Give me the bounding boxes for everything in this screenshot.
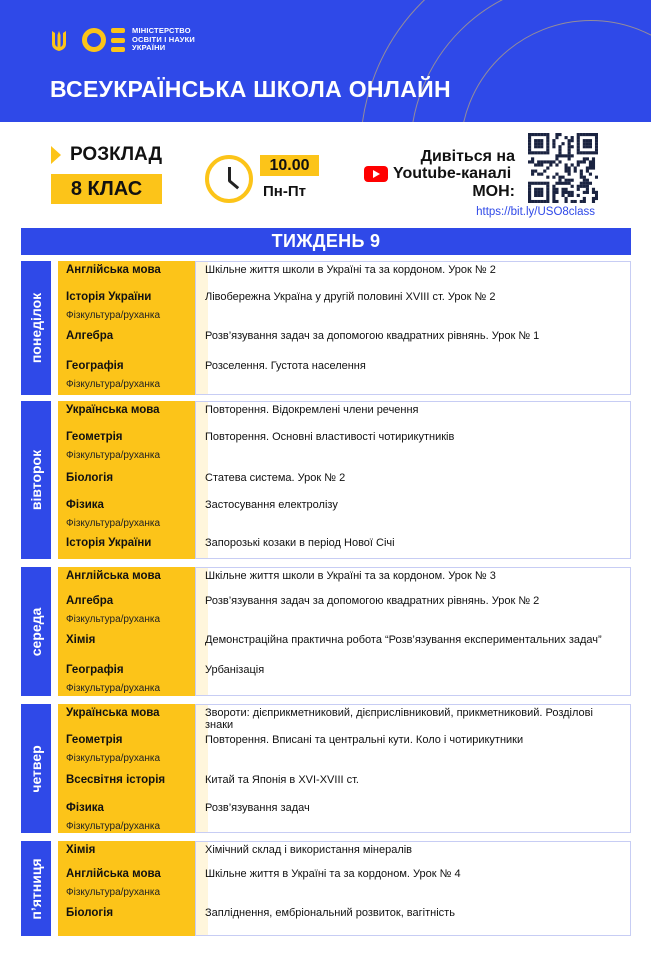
channel-link[interactable]: https://bit.ly/USO8class: [476, 206, 595, 218]
subject-name: Біологія: [66, 907, 114, 919]
page-title: ВСЕУКРАЇНСЬКА ШКОЛА ОНЛАЙН: [50, 76, 451, 102]
subject-name: Фізика: [66, 499, 104, 511]
day-tab: [21, 261, 51, 395]
arrow-icon: [51, 146, 61, 164]
subject-name: Геометрія: [66, 734, 123, 746]
subject-extra: Фізкультура/руханка: [66, 821, 160, 832]
lesson-topic: Шкільне життя школи в Україні та за кордоном. Урок № 2: [205, 264, 496, 276]
mon-logo-icon: [82, 27, 125, 53]
header-banner: [0, 0, 651, 122]
day-name: четвер: [28, 744, 44, 793]
subject-name: Хімія: [66, 844, 96, 856]
ministry-name: МІНІСТЕРСТВО ОСВІТИ І НАУКИ УКРАЇНИ: [132, 26, 195, 52]
day-name: вівторок: [28, 449, 44, 511]
subject-name: Українська мова: [66, 707, 160, 719]
qr-code-icon[interactable]: [528, 133, 598, 203]
lesson-topic: Розв’язування задач за допомогою квадратних рівнянь. Урок № 2: [205, 595, 540, 607]
days-label: Пн-Пт: [263, 183, 306, 200]
lesson-topic: Застосування електролізу: [205, 499, 338, 511]
day-tab: [21, 704, 51, 833]
day-block: [21, 401, 631, 559]
lesson-topic: Шкільне життя школи в Україні та за кордоном. Урок № 3: [205, 570, 496, 582]
subject-name: Історія України: [66, 291, 152, 303]
class-badge: 8 КЛАС: [51, 174, 162, 204]
day-tab: [21, 401, 51, 559]
day-name: п’ятниця: [28, 857, 44, 920]
lesson-topic: Лівобережна Україна у другій половині XVIII ст. Урок № 2: [205, 291, 496, 303]
lesson-topic: Повторення. Основні властивості чотирикутників: [205, 431, 455, 443]
subject-name: Алгебра: [66, 595, 114, 607]
subject-name: Географія: [66, 664, 124, 676]
week-title: ТИЖДЕНЬ 9: [21, 228, 631, 255]
subject-extra: Фізкультура/руханка: [66, 614, 160, 625]
subject-extra: Фізкультура/руханка: [66, 450, 160, 461]
subject-name: Українська мова: [66, 404, 160, 416]
day-name: понеділок: [28, 292, 44, 364]
lesson-topic: Звороти: дієприкметниковий, дієприслівниковий, прикметниковий. Розділові знаки: [205, 707, 593, 731]
subject-name: Фізика: [66, 802, 104, 814]
subject-extra: Фізкультура/руханка: [66, 887, 160, 898]
lesson-topic: Повторення. Вписані та центральні кути. Коло і чотирикутники: [205, 734, 524, 746]
schedule-label: РОЗКЛАД: [70, 144, 162, 165]
subject-name: Всесвітня історія: [66, 774, 166, 786]
lesson-topic: Статева система. Урок № 2: [205, 472, 346, 484]
day-name: середа: [28, 607, 44, 656]
day-block: [21, 704, 631, 833]
subject-column: [58, 567, 208, 696]
subject-extra: Фізкультура/руханка: [66, 379, 160, 390]
lesson-topic: Шкільне життя в Україні та за кордоном. Урок № 4: [205, 868, 461, 880]
lesson-topic: Запорозькі козаки в період Нової Січі: [205, 537, 395, 549]
subject-name: Англійська мова: [66, 570, 161, 582]
subject-extra: Фізкультура/руханка: [66, 310, 160, 321]
trident-icon: [51, 29, 67, 53]
lesson-topic: Хімічний склад і використання мінералів: [205, 844, 413, 856]
subject-name: Англійська мова: [66, 264, 161, 276]
lesson-topic: Розв’язування задач за допомогою квадратних рівнянь. Урок № 1: [205, 330, 540, 342]
lesson-topic: Демонстраційна практична робота “Розв’язування експериментальних задач”: [205, 634, 602, 646]
day-tab: [21, 841, 51, 936]
day-block: [21, 261, 631, 395]
subject-name: Географія: [66, 360, 124, 372]
subject-name: Хімія: [66, 634, 96, 646]
subject-name: Історія України: [66, 537, 152, 549]
subject-extra: Фізкультура/руханка: [66, 683, 160, 694]
subject-extra: Фізкультура/руханка: [66, 753, 160, 764]
youtube-icon: [364, 166, 388, 182]
subject-name: Англійська мова: [66, 868, 161, 880]
watch-text-line1: Дивіться на: [420, 148, 515, 165]
lesson-topic: Розселення. Густота населення: [205, 360, 366, 372]
clock-icon: [205, 155, 253, 203]
watch-text-line2: Youtube-каналі: [393, 165, 512, 182]
subject-name: Алгебра: [66, 330, 114, 342]
subject-name: Геометрія: [66, 431, 123, 443]
watch-text-line3: МОН:: [472, 183, 515, 200]
lesson-topic: Запліднення, ембріональний розвиток, вагітність: [205, 907, 455, 919]
lesson-topic: Розв’язування задач: [205, 802, 310, 814]
day-tab: [21, 567, 51, 696]
subject-name: Біологія: [66, 472, 114, 484]
day-block: [21, 567, 631, 696]
day-block: [21, 841, 631, 936]
topic-column: [195, 261, 631, 395]
subject-extra: Фізкультура/руханка: [66, 518, 160, 529]
subject-column: [58, 261, 208, 395]
lesson-topic: Урбанізація: [205, 664, 265, 676]
lesson-topic: Китай та Японія в XVI-XVIII ст.: [205, 774, 359, 786]
lesson-topic: Повторення. Відокремлені члени речення: [205, 404, 419, 416]
topic-column: [195, 567, 631, 696]
time-badge: 10.00: [260, 155, 319, 176]
